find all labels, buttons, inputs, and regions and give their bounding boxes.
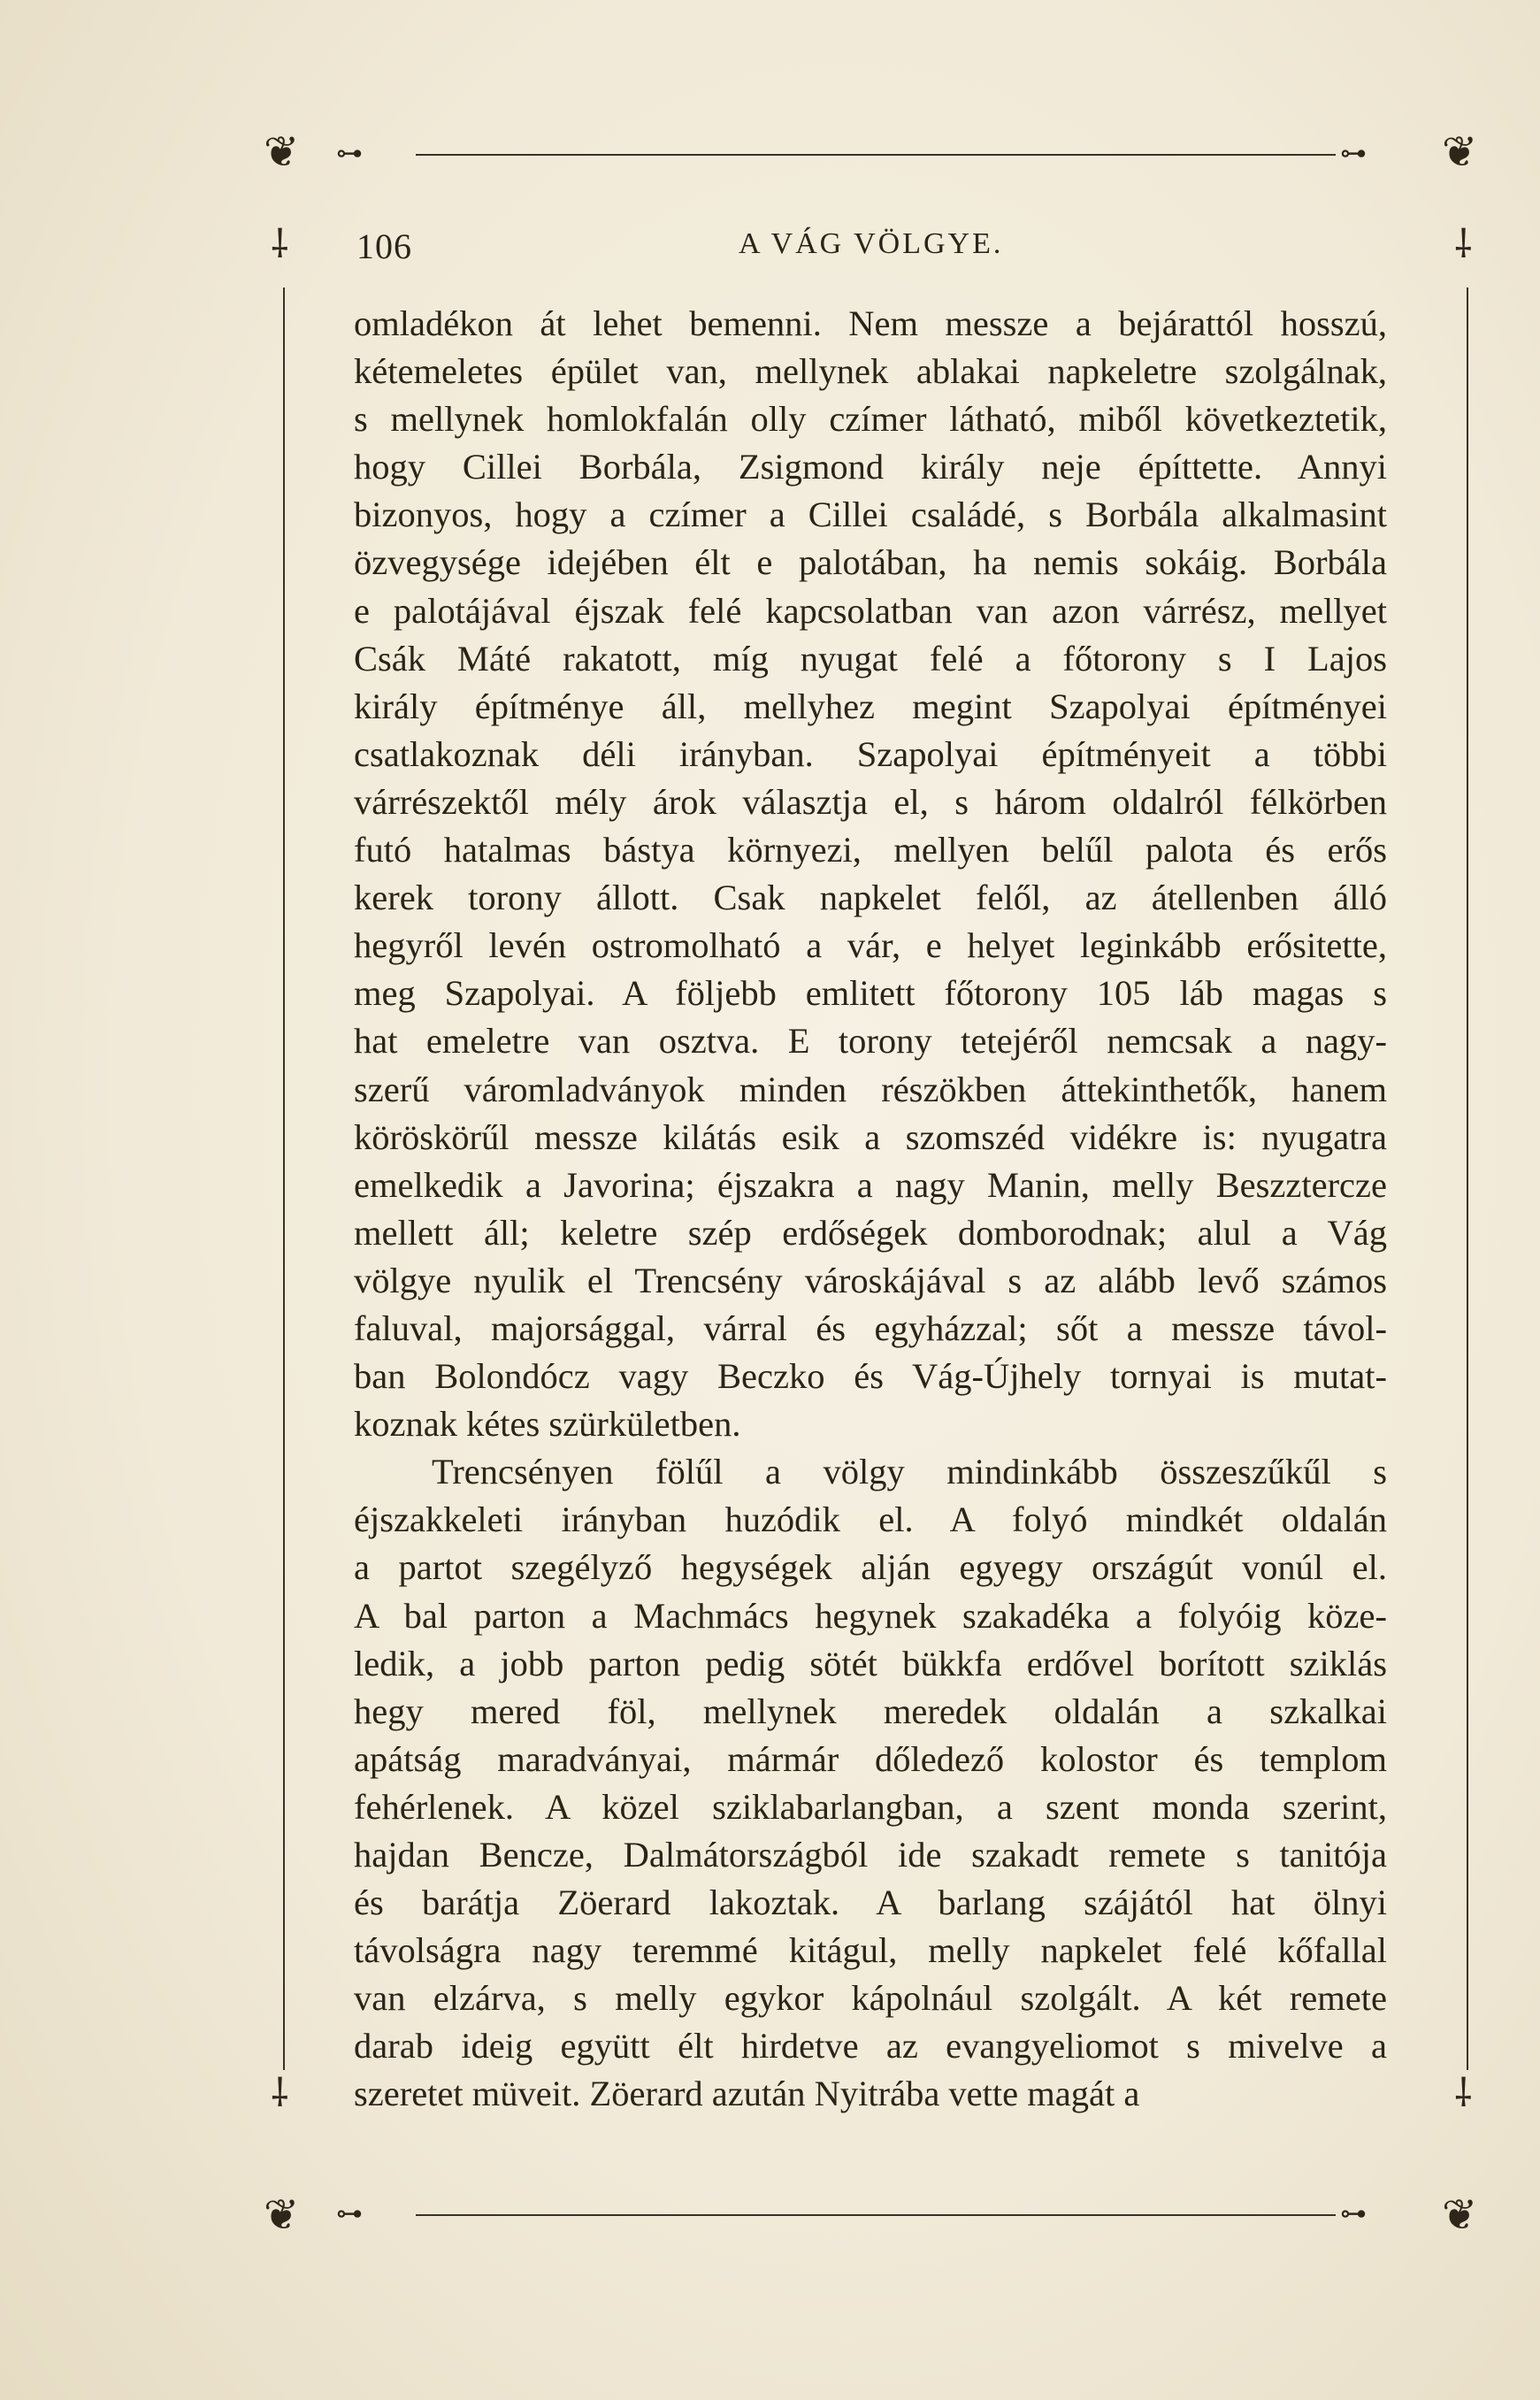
side-pendant-bottom-right-icon: ⸸ (1454, 2071, 1473, 2116)
text-line: völgye nyulik el Trencsény városkájával s az alább levő számos (354, 1260, 1387, 1300)
text-line: király építménye áll, mellyhez megint Szapolyai építményei (354, 686, 1387, 726)
text-line: szerű váromladványok minden részökben áttekinthetők, hanem (354, 1069, 1387, 1109)
top-rule (416, 154, 1336, 156)
text-line: köröskörűl messze kilátás esik a szomszéd vidékre is: nyugatra (354, 1116, 1387, 1157)
left-rule (283, 288, 285, 2070)
text-line: hogy Cillei Borbála, Zsigmond király neje építtette. Annyi (354, 447, 1387, 487)
text-line: éjszakkeleti irányban huzódik el. A folyó mindkét oldalán (354, 1499, 1387, 1540)
corner-ornament-bottom-left-icon: ❦ (264, 2190, 300, 2240)
text-line: s mellynek homlokfalán olly czímer látható, miből következtetik, (354, 399, 1387, 440)
text-line: ledik, a jobb parton pedig sötét bükkfa erdővel borított sziklás (354, 1643, 1387, 1683)
corner-ornament-top-left-icon: ❦ (264, 127, 300, 177)
rule-flourish-top-left-icon: ⊶ (336, 138, 363, 169)
corner-ornament-top-right-icon: ❦ (1442, 127, 1478, 177)
text-line: koznak kétes szürkületben. (354, 1404, 741, 1445)
text-line: mellett áll; keletre szép erdőségek domborodnak; alul a Vág (354, 1212, 1387, 1253)
text-line: a partot szegélyző hegységek alján egyegy országút vonúl el. (354, 1547, 1387, 1588)
right-rule (1467, 288, 1468, 2070)
text-line: meg Szapolyai. A följebb emlitett főtorony 105 láb magas s (354, 973, 1387, 1014)
text-line: távolságra nagy teremmé kitágul, melly napkelet felé kőfallal (354, 1930, 1387, 1971)
text-line: apátság maradványai, mármár dőledező kolostor és templom (354, 1738, 1387, 1779)
body-text (354, 300, 1387, 2119)
text-line: futó hatalmas bástya környezi, mellyen belűl palota és erős (354, 830, 1387, 870)
text-line: A bal parton a Machmács hegynek szakadéka a folyóig köze- (354, 1595, 1387, 1636)
text-line: kétemeletes épület van, mellynek ablakai napkeletre szolgálnak, (354, 351, 1387, 392)
bottom-rule (416, 2214, 1336, 2216)
text-line: van elzárva, s melly egykor kápolnául szolgált. A két remete (354, 1978, 1387, 2019)
text-line: és barátja Zöerard lakoztak. A barlang szájától hat ölnyi (354, 1882, 1387, 1923)
text-line: bizonyos, hogy a czímer a Cillei családé, s Borbála alkalmasint (354, 495, 1387, 535)
text-line: szeretet müveit. Zöerard azután Nyitrába vette magát a (354, 2074, 1140, 2114)
side-pendant-top-left-icon: ⸸ (271, 222, 289, 267)
page-number: 106 (356, 226, 412, 266)
text-line: hat emeletre van osztva. E torony tetejéről nemcsak a nagy- (354, 1021, 1387, 1062)
text-line: hajdan Bencze, Dalmátországból ide szakadt remete s tanitója (354, 1835, 1387, 1875)
text-line: Trencsényen fölűl a völgy mindinkább összeszűkűl s (432, 1452, 1387, 1492)
corner-ornament-bottom-right-icon: ❦ (1442, 2190, 1478, 2240)
rule-flourish-top-right-icon: ⊶ (1340, 138, 1367, 169)
running-title: A VÁG VÖLGYE. (739, 227, 1004, 260)
text-line: kerek torony állott. Csak napkelet felől, az átellenben álló (354, 878, 1387, 918)
text-line: csatlakoznak déli irányban. Szapolyai építményeit a többi (354, 733, 1387, 774)
text-line: Csák Máté rakatott, míg nyugat felé a főtorony s I Lajos (354, 638, 1387, 679)
side-pendant-top-right-icon: ⸸ (1454, 222, 1473, 267)
text-line: hegyről levén ostromolható a vár, e helyet leginkább erősitette, (354, 925, 1387, 966)
rule-flourish-bottom-left-icon: ⊶ (336, 2198, 363, 2229)
text-line: hegy mered föl, mellynek meredek oldalán a szkalkai (354, 1691, 1387, 1731)
text-line: fehérlenek. A közel sziklabarlangban, a szent monda szerint, (354, 1786, 1387, 1827)
rule-flourish-bottom-right-icon: ⊶ (1340, 2198, 1367, 2229)
text-line: e palotájával éjszak felé kapcsolatban van azon várrész, mellyet (354, 590, 1387, 631)
text-line: emelkedik a Javorina; éjszakra a nagy Manin, melly Beszztercze (354, 1164, 1387, 1205)
text-line: omladékon át lehet bemenni. Nem messze a bejárattól hosszú, (354, 303, 1387, 343)
text-line: özvegysége idejében élt e palotában, ha nemis sokáig. Borbála (354, 542, 1387, 583)
text-line: faluval, majorsággal, várral és egyházzal; sőt a messze távol- (354, 1307, 1387, 1348)
text-line: darab ideig együtt élt hirdetve az evangyeliomot s mivelve a (354, 2026, 1387, 2066)
text-line: várrészektől mély árok választja el, s három oldalról félkörben (354, 781, 1387, 822)
side-pendant-bottom-left-icon: ⸸ (271, 2071, 289, 2116)
text-line: ban Bolondócz vagy Beczko és Vág-Újhely tornyai is mutat- (354, 1356, 1387, 1397)
